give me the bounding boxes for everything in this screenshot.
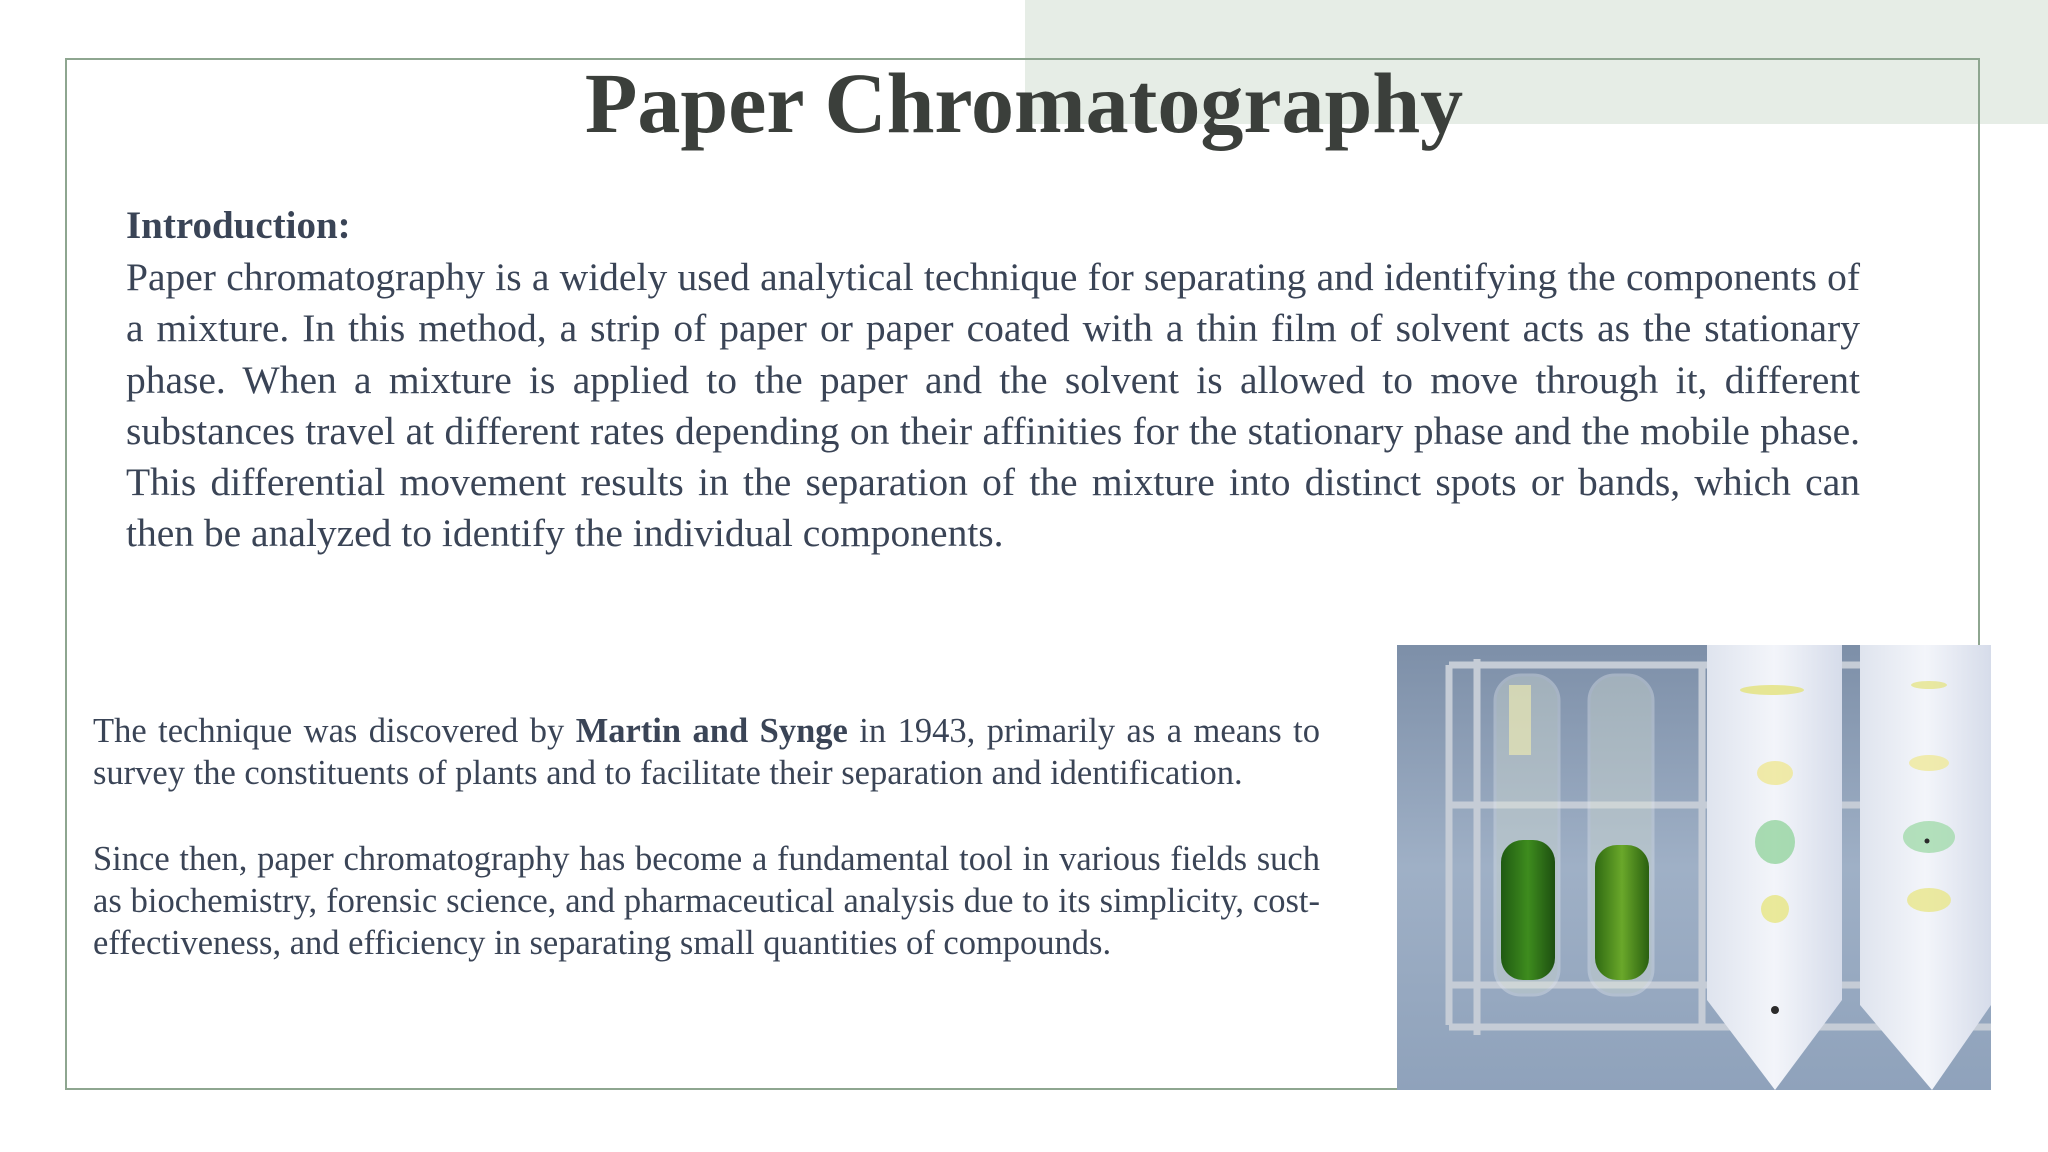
test-tube-right — [1589, 675, 1653, 995]
introduction-heading: Introduction: — [126, 204, 351, 247]
discoverers-name: Martin and Synge — [575, 712, 848, 750]
history-text-prefix: The technique was discovered by — [93, 712, 576, 750]
history-paragraph — [93, 711, 1320, 794]
test-tube-left — [1495, 675, 1559, 995]
chromatography-strip-left — [1707, 645, 1842, 1090]
chromatography-strip-right — [1860, 645, 1991, 1090]
introduction-paragraph: Paper chromatography is a widely used analytical technique for separating and identifying the components of a mixture. In this method, a strip of paper or paper coated with a thin film of solvent acts as the stationary phase. When a mixture is applied to the paper and the solvent is allowed to move through it, different substances travel at different rates depending on their affinities for the stationary phase and the mobile phase. This differential movement results in the separation of the mixture into distinct spots or bands, which can then be analyzed to identify the individual components. — [126, 255, 1860, 556]
chromatography-photo — [1397, 645, 1991, 1090]
history-section — [93, 711, 1320, 965]
slide-title: Paper Chromatography — [584, 55, 1464, 151]
applications-paragraph: Since then, paper chromatography has become a fundamental tool in various fields such as biochemistry, forensic science, and pharmaceutical analysis due to its simplicity, cost-effectiveness, and efficiency in separating small quantities of compounds. — [93, 840, 1320, 962]
introduction-section — [126, 200, 1860, 560]
history-text-suffix: in 1943, primarily as a means to survey the constituents of plants and to facilitate their separation and identification. — [93, 712, 1320, 792]
